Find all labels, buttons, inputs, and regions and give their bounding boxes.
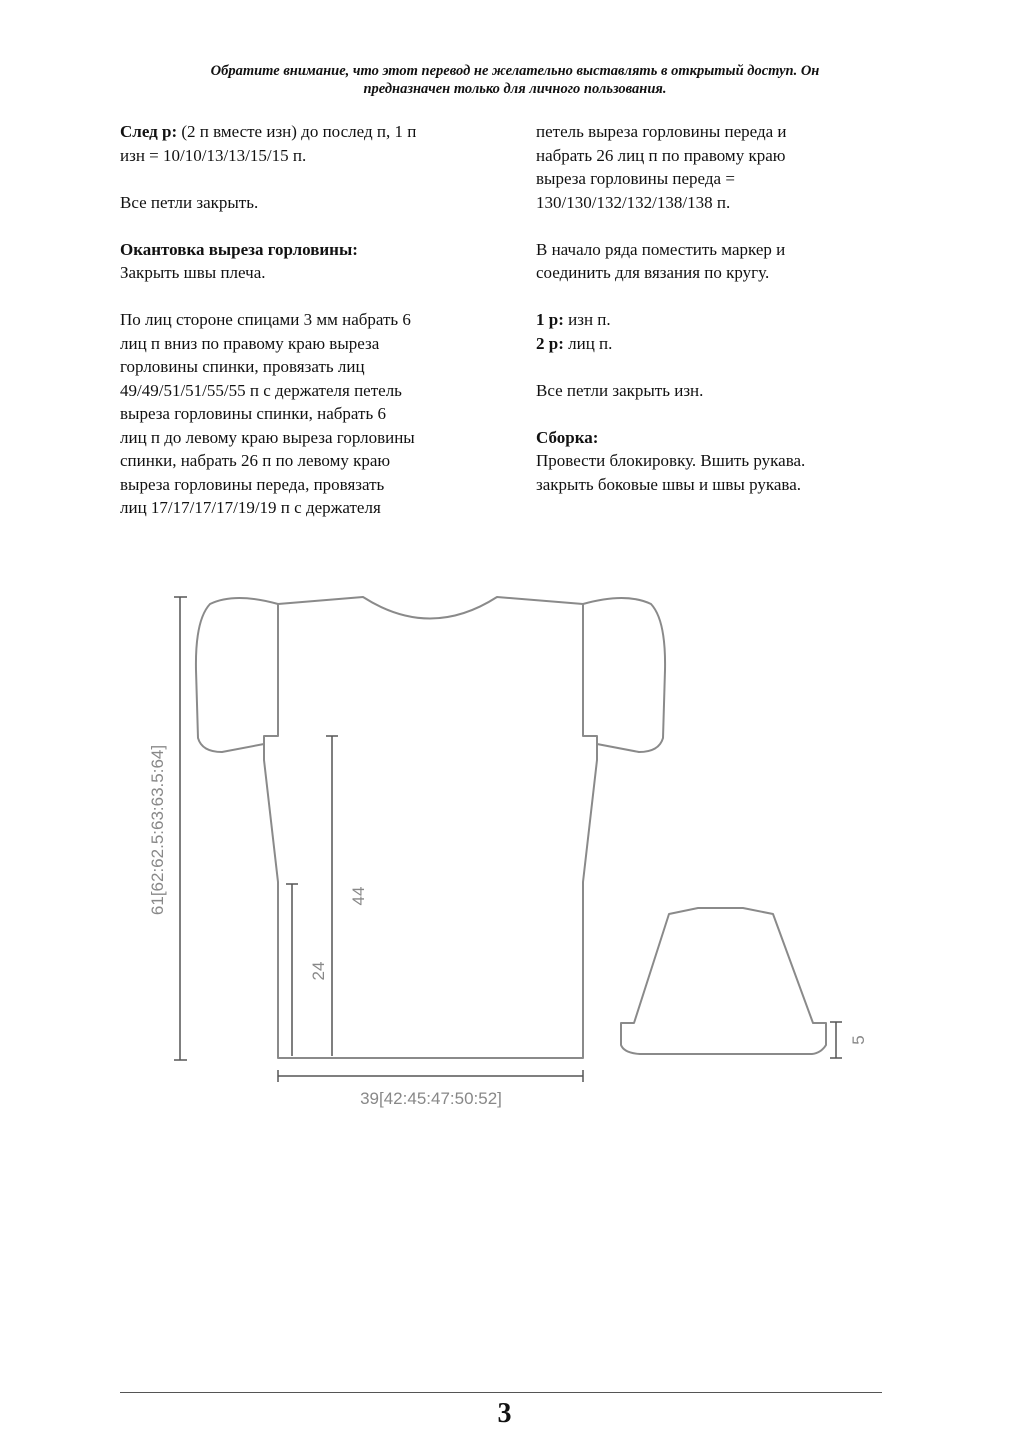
- pickup-cont-line: 130/130/132/132/138/138 п.: [536, 192, 731, 212]
- marker-line: соединить для вязания по кругу.: [536, 263, 770, 282]
- pickup-line: выреза горловины переда, провязать: [120, 474, 385, 494]
- row-1-label: 1 р:: [536, 310, 564, 329]
- pickup-line: 49/49/51/51/55/55 п с держателя петель: [120, 380, 402, 400]
- pickup-cont-line: набрать 26 лиц п по правому краю: [536, 145, 786, 165]
- sleeve-piece-outline: [621, 908, 826, 1054]
- right-sleeve-outline: [583, 598, 665, 752]
- pickup-line: лиц 17/17/17/17/19/19 п с держателя: [120, 498, 381, 517]
- next-row-text-1: (2 п вместе изн) до послед п, 1 п: [177, 122, 417, 141]
- width-label: 39[42:45:47:50:52]: [360, 1089, 502, 1108]
- total-length-label: 61[62:62.5:63:63.5:64]: [148, 744, 167, 916]
- neck-edging-heading: Окантовка выреза горловины:: [120, 239, 358, 259]
- pickup-line: горловины спинки, провязать лиц: [120, 357, 365, 376]
- page-number: 3: [497, 1398, 512, 1429]
- bind-off-purl: Все петли закрыть изн.: [536, 380, 704, 400]
- pickup-line: выреза горловины спинки, набрать 6: [120, 404, 386, 423]
- side-length-label: 24: [309, 961, 328, 981]
- assembly-line: Провести блокировку. Вшить рукава.: [536, 451, 806, 470]
- left-sleeve-outline: [196, 598, 278, 752]
- assembly-heading: Сборка:: [536, 427, 599, 447]
- next-row-text-2: изн = 10/10/13/13/15/15 п.: [120, 145, 307, 165]
- body-outline: [264, 597, 597, 1058]
- footer-divider: [120, 1392, 882, 1393]
- pickup-cont-line: выреза горловины переда =: [536, 169, 735, 188]
- row-2-label: 2 р:: [536, 333, 564, 353]
- pickup-line: лиц п до левому краю выреза горловины: [120, 427, 415, 447]
- armhole-length-label: 44: [349, 886, 368, 906]
- bind-off-instruction: Все петли закрыть.: [120, 192, 259, 212]
- next-row-label: След р:: [120, 122, 178, 141]
- row-1-text: изн п.: [563, 310, 611, 329]
- pickup-line: лиц п вниз по правому краю выреза: [120, 333, 380, 353]
- marker-line: В начало ряда поместить маркер и: [536, 239, 786, 259]
- pickup-line: спинки, набрать 26 п по левому краю: [120, 451, 391, 470]
- assembly-line: закрыть боковые швы и швы рукава.: [536, 474, 802, 494]
- cuff-length-label: 5: [849, 1035, 868, 1045]
- neck-edging-text: Закрыть швы плеча.: [120, 263, 266, 282]
- pickup-cont-line: петель выреза горловины переда и: [536, 122, 787, 141]
- notice-line-2: предназначен только для личного пользования.: [363, 81, 667, 97]
- notice-line-1: Обратите внимание, что этот перевод не желательно выставлять в открытый доступ. Он: [210, 63, 820, 79]
- pickup-line: По лиц стороне спицами 3 мм набрать 6: [120, 310, 411, 329]
- row-2-text: лиц п.: [563, 333, 613, 353]
